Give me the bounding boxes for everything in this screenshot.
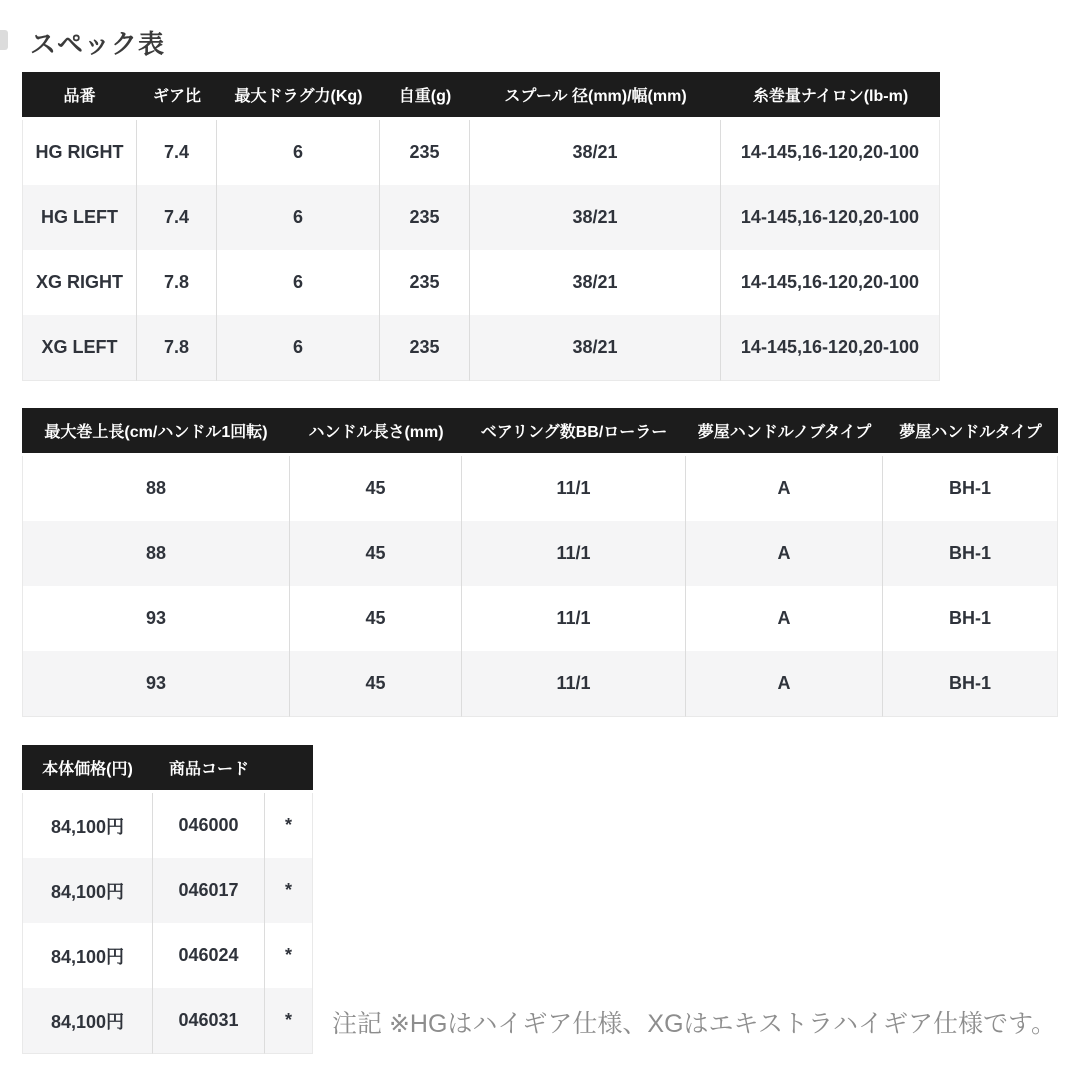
table-row bbox=[22, 315, 940, 381]
column-header-price: 本体価格(円) bbox=[22, 745, 153, 793]
table-row bbox=[22, 521, 1058, 586]
cell-handle-length: 45 bbox=[290, 456, 462, 521]
price-table-header-row bbox=[22, 745, 313, 793]
cell-model: XG LEFT bbox=[22, 315, 137, 381]
cell-price: 84,100円 bbox=[22, 858, 153, 923]
cell-gear-ratio: 7.8 bbox=[137, 315, 217, 381]
gear-spec-footnote: 注記 ※HGはハイギア仕様、XGはエキストラハイギア仕様です。 bbox=[332, 1010, 1057, 1038]
table-row bbox=[22, 456, 1058, 521]
cell-asterisk: * bbox=[265, 988, 313, 1054]
cell-line-capacity: 14-145,16-120,20-100 bbox=[721, 185, 940, 250]
cell-handle-type: BH-1 bbox=[883, 586, 1058, 651]
page-title: スペック表 bbox=[30, 29, 166, 59]
cell-weight: 235 bbox=[380, 250, 470, 315]
cell-spool: 38/21 bbox=[470, 250, 721, 315]
cell-max-drag: 6 bbox=[217, 250, 380, 315]
cell-handle-length: 45 bbox=[290, 586, 462, 651]
cell-asterisk: * bbox=[265, 793, 313, 858]
column-header-max-drag: 最大ドラグ力(Kg) bbox=[217, 72, 380, 120]
cell-max-retrieve: 93 bbox=[22, 586, 290, 651]
cell-spool: 38/21 bbox=[470, 315, 721, 381]
cell-weight: 235 bbox=[380, 120, 470, 185]
cell-max-retrieve: 93 bbox=[22, 651, 290, 717]
column-header-spool: スプール 径(mm)/幅(mm) bbox=[470, 72, 721, 120]
cell-handle-type: BH-1 bbox=[883, 521, 1058, 586]
cell-weight: 235 bbox=[380, 185, 470, 250]
cell-handle-type: BH-1 bbox=[883, 456, 1058, 521]
column-header-weight: 自重(g) bbox=[380, 72, 470, 120]
cell-model: HG RIGHT bbox=[22, 120, 137, 185]
column-header-gear-ratio: ギア比 bbox=[137, 72, 217, 120]
cell-max-drag: 6 bbox=[217, 120, 380, 185]
cell-product-code: 046024 bbox=[153, 923, 265, 988]
cell-line-capacity: 14-145,16-120,20-100 bbox=[721, 120, 940, 185]
table-row bbox=[22, 988, 313, 1054]
cell-product-code: 046031 bbox=[153, 988, 265, 1054]
column-header-bearings: ベアリング数BB/ローラー bbox=[462, 408, 686, 456]
column-header-knob-type: 夢屋ハンドルノブタイプ bbox=[686, 408, 883, 456]
table-row bbox=[22, 586, 1058, 651]
column-header-product-code: 商品コード bbox=[153, 745, 265, 793]
cell-spool: 38/21 bbox=[470, 185, 721, 250]
cell-price: 84,100円 bbox=[22, 988, 153, 1054]
spec-table-header-row bbox=[22, 72, 940, 120]
cell-model: HG LEFT bbox=[22, 185, 137, 250]
cell-asterisk: * bbox=[265, 858, 313, 923]
handle-table bbox=[22, 408, 1058, 717]
cropped-edge-mark bbox=[0, 30, 8, 50]
table-row bbox=[22, 651, 1058, 717]
cell-knob-type: A bbox=[686, 651, 883, 717]
cell-product-code: 046017 bbox=[153, 858, 265, 923]
spec-table bbox=[22, 72, 940, 381]
cell-line-capacity: 14-145,16-120,20-100 bbox=[721, 250, 940, 315]
cell-model: XG RIGHT bbox=[22, 250, 137, 315]
column-header-model: 品番 bbox=[22, 72, 137, 120]
cell-asterisk: * bbox=[265, 923, 313, 988]
cell-product-code: 046000 bbox=[153, 793, 265, 858]
handle-table-header-row bbox=[22, 408, 1058, 456]
column-header-line-capacity: 糸巻量ナイロン(lb-m) bbox=[721, 72, 940, 120]
cell-gear-ratio: 7.8 bbox=[137, 250, 217, 315]
column-header-handle-length: ハンドル長さ(mm) bbox=[290, 408, 462, 456]
cell-bearings: 11/1 bbox=[462, 651, 686, 717]
cell-gear-ratio: 7.4 bbox=[137, 120, 217, 185]
table-row bbox=[22, 250, 940, 315]
cell-price: 84,100円 bbox=[22, 923, 153, 988]
table-row bbox=[22, 923, 313, 988]
table-row bbox=[22, 185, 940, 250]
cell-bearings: 11/1 bbox=[462, 586, 686, 651]
price-table bbox=[22, 745, 313, 1054]
cell-max-drag: 6 bbox=[217, 315, 380, 381]
column-header-max-retrieve: 最大巻上長(cm/ハンドル1回転) bbox=[22, 408, 290, 456]
cell-knob-type: A bbox=[686, 586, 883, 651]
cell-max-retrieve: 88 bbox=[22, 456, 290, 521]
cell-line-capacity: 14-145,16-120,20-100 bbox=[721, 315, 940, 381]
cell-handle-length: 45 bbox=[290, 521, 462, 586]
table-row bbox=[22, 120, 940, 185]
cell-gear-ratio: 7.4 bbox=[137, 185, 217, 250]
cell-spool: 38/21 bbox=[470, 120, 721, 185]
cell-price: 84,100円 bbox=[22, 793, 153, 858]
cell-bearings: 11/1 bbox=[462, 521, 686, 586]
table-row bbox=[22, 858, 313, 923]
cell-handle-length: 45 bbox=[290, 651, 462, 717]
cell-bearings: 11/1 bbox=[462, 456, 686, 521]
cell-knob-type: A bbox=[686, 456, 883, 521]
column-header-handle-type: 夢屋ハンドルタイプ bbox=[883, 408, 1058, 456]
cell-max-retrieve: 88 bbox=[22, 521, 290, 586]
cell-handle-type: BH-1 bbox=[883, 651, 1058, 717]
cell-knob-type: A bbox=[686, 521, 883, 586]
cell-max-drag: 6 bbox=[217, 185, 380, 250]
column-header-asterisk bbox=[265, 745, 313, 793]
cell-weight: 235 bbox=[380, 315, 470, 381]
table-row bbox=[22, 793, 313, 858]
